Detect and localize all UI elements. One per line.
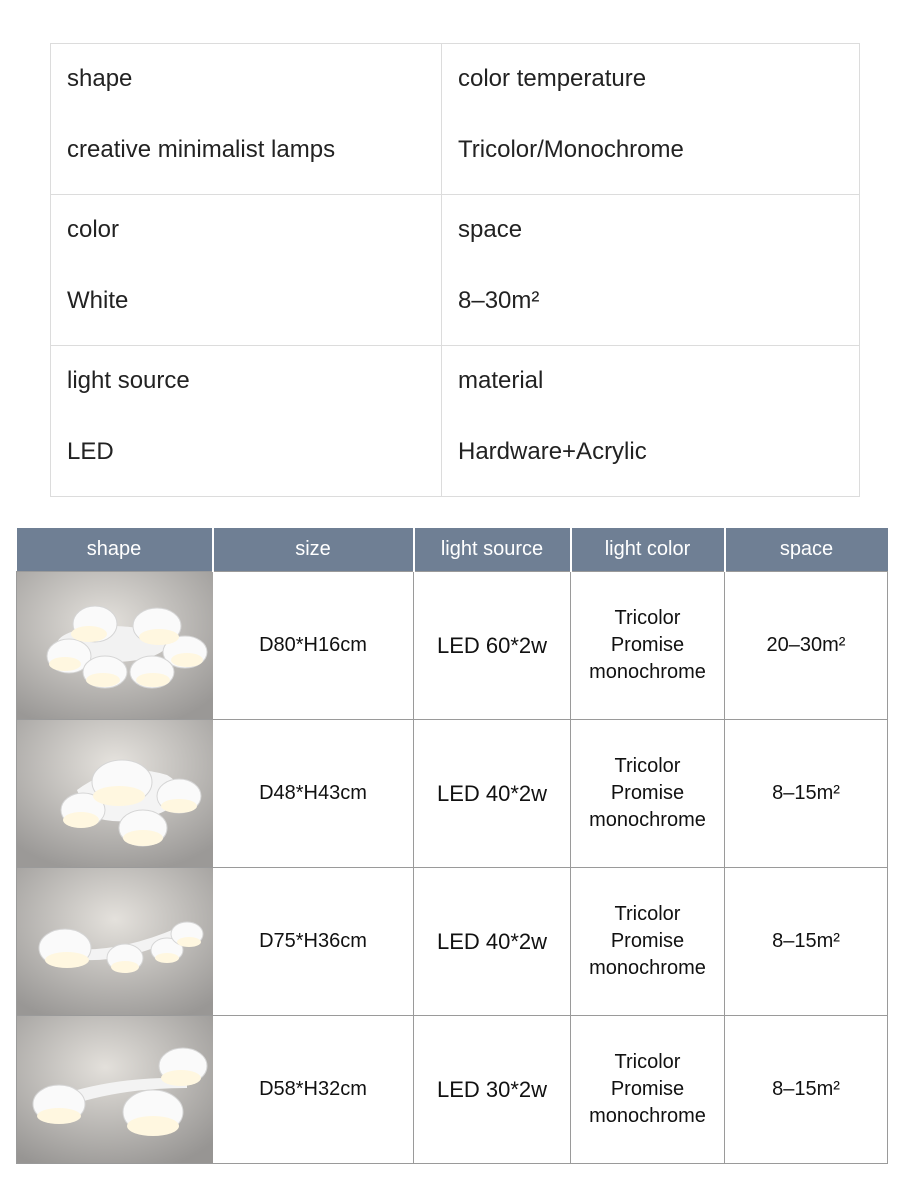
attribute-value: 8–30m² — [458, 287, 540, 314]
attribute-table — [50, 43, 860, 497]
attribute-cell — [442, 44, 860, 195]
light-source-cell: LED 40*2w — [414, 868, 571, 1016]
attribute-row — [51, 195, 860, 346]
size-cell: D58*H32cm — [213, 1016, 414, 1164]
attribute-cell — [51, 44, 442, 195]
header-shape: shape — [17, 528, 213, 572]
lamp-3-heads-icon — [17, 1016, 213, 1163]
attribute-label: color — [67, 216, 120, 243]
light-color-line: monochrome — [589, 809, 706, 831]
header-size: size — [213, 528, 414, 572]
light-color-cell — [571, 868, 725, 1016]
attribute-cell — [51, 195, 442, 346]
header-space: space — [725, 528, 888, 572]
light-source-cell: LED 60*2w — [414, 572, 571, 720]
product-header-row — [17, 528, 888, 572]
light-color-line: Tricolor — [614, 903, 681, 925]
size-cell: D80*H16cm — [213, 572, 414, 720]
attribute-value: White — [67, 287, 129, 314]
attribute-cell — [442, 195, 860, 346]
space-cell: 8–15m² — [725, 720, 888, 868]
light-color-line: monochrome — [589, 957, 706, 979]
size-cell: D48*H43cm — [213, 720, 414, 868]
lamp-5-heads-icon — [17, 720, 213, 867]
attribute-label: space — [458, 216, 523, 243]
product-row — [17, 720, 888, 868]
attribute-label: shape — [67, 65, 133, 92]
attribute-label: material — [458, 367, 544, 394]
attribute-label: light source — [67, 367, 190, 394]
attribute-cell — [442, 346, 860, 497]
light-color-cell — [571, 720, 725, 868]
light-color-line: Promise — [610, 634, 685, 656]
product-image-cell — [17, 868, 213, 1016]
attribute-row — [51, 44, 860, 195]
attribute-value: creative minimalist lamps — [67, 136, 336, 163]
light-color-line: Tricolor — [614, 1051, 681, 1073]
light-color-cell — [571, 572, 725, 720]
attribute-value: LED — [67, 438, 114, 465]
light-color-line: Promise — [610, 930, 685, 952]
space-cell: 20–30m² — [725, 572, 888, 720]
product-image-cell — [17, 572, 213, 720]
size-cell: D75*H36cm — [213, 868, 414, 1016]
light-color-line: Promise — [610, 1078, 685, 1100]
product-row — [17, 868, 888, 1016]
product-image-cell — [17, 1016, 213, 1164]
attribute-value: Tricolor/Monochrome — [458, 136, 684, 163]
header-light-color: light color — [571, 528, 725, 572]
attribute-label: color temperature — [458, 65, 647, 92]
light-color-line: Tricolor — [614, 755, 681, 777]
space-cell: 8–15m² — [725, 868, 888, 1016]
light-source-cell: LED 30*2w — [414, 1016, 571, 1164]
product-row — [17, 572, 888, 720]
attribute-cell — [51, 346, 442, 497]
product-table — [16, 528, 888, 1164]
light-color-line: monochrome — [589, 1105, 706, 1127]
attribute-value: Hardware+Acrylic — [458, 438, 647, 465]
product-image-cell — [17, 720, 213, 868]
lamp-6-heads-icon — [17, 572, 213, 719]
light-color-line: Tricolor — [614, 607, 681, 629]
light-source-cell: LED 40*2w — [414, 720, 571, 868]
light-color-cell — [571, 1016, 725, 1164]
light-color-line: monochrome — [589, 661, 706, 683]
lamp-4-heads-arc-icon — [17, 868, 213, 1015]
light-color-line: Promise — [610, 782, 685, 804]
header-light-source: light source — [414, 528, 571, 572]
space-cell: 8–15m² — [725, 1016, 888, 1164]
product-row — [17, 1016, 888, 1164]
attribute-row — [51, 346, 860, 497]
